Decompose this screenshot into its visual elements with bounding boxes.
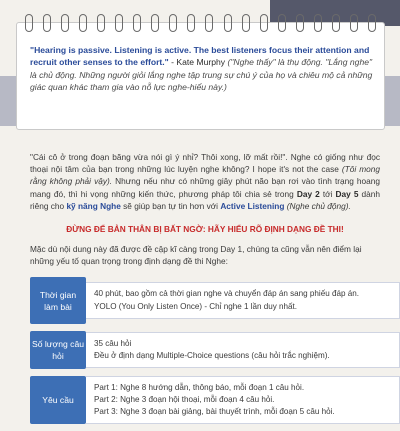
quote-notebook-card bbox=[16, 22, 385, 130]
spiral-ring-icon bbox=[350, 14, 358, 32]
row-line: Đều ở định dạng Multiple-Choice questions (câu hỏi trắc nghiệm). bbox=[94, 351, 330, 360]
day5-label: Day 5 bbox=[335, 188, 359, 199]
exam-format-table bbox=[30, 277, 400, 431]
table-row bbox=[30, 376, 400, 424]
intro-text-5: (Nghe chủ động). bbox=[284, 200, 351, 211]
row-content bbox=[86, 376, 400, 425]
table-row bbox=[30, 331, 400, 369]
row-content bbox=[86, 282, 400, 319]
section-headline: ĐỪNG ĐỂ BẢN THÂN BỊ BẤT NGỜ: HÃY HIỂU RÕ ĐỊNH DẠNG ĐỀ THI! bbox=[66, 224, 344, 234]
row-content bbox=[86, 332, 400, 369]
spiral-ring-icon bbox=[97, 14, 105, 32]
quote-text bbox=[30, 44, 375, 93]
row-line: Part 2: Nghe 3 đoạn hội thoại, mỗi đoạn 4 câu hỏi. bbox=[94, 394, 275, 404]
spiral-ring-icon bbox=[260, 14, 268, 32]
intro-text-1: "Cái cô ở trong đoạn băng vừa nói gì ý nhỉ? Thôi xong, lỡ mất rồi!". Nghe có giống như đọc thoại nội tâm của bạn trong những lúc luyện nghe không? I hope it's not the case bbox=[30, 152, 380, 175]
quote-author: - Kate Murphy bbox=[168, 57, 226, 68]
spiral-ring-icon bbox=[61, 14, 69, 32]
spiral-ring-icon bbox=[332, 14, 340, 32]
spiral-ring-icon bbox=[278, 14, 286, 32]
row-label: Thời gian làm bài bbox=[30, 277, 86, 324]
intro-italic: (Tôi mong rằng không phải vậy). bbox=[30, 164, 380, 187]
quote-english: "Hearing is passive. Listening is active. The best listeners focus their attention and recruit other senses to the effort." bbox=[30, 45, 370, 68]
row-label: Yêu cầu bbox=[30, 376, 86, 424]
active-listening-label: Active Listening bbox=[220, 200, 285, 211]
spiral-ring-icon bbox=[224, 14, 232, 32]
spiral-ring-icon bbox=[314, 14, 322, 32]
row-line: YOLO (You Only Listen Once) - Chỉ nghe 1 lần duy nhất. bbox=[94, 301, 298, 311]
intro-paragraph bbox=[30, 151, 380, 212]
row-line: 40 phút, bao gồm cả thời gian nghe và chuyển đáp án sang phiếu đáp án. bbox=[94, 289, 359, 299]
spiral-ring-icon bbox=[296, 14, 304, 32]
spiral-ring-icon bbox=[133, 14, 141, 32]
spiral-ring-icon bbox=[169, 14, 177, 32]
quote-vietnamese: ("Nghe thấy" là thụ động. "Lắng nghe" là chủ động. Những người giỏi lắng nghe tập trung sự chú ý của họ và chiêu mộ cả những giác quan khác tham gia vào nỗ lực nghe-hiểu này.) bbox=[30, 57, 373, 92]
listening-skill-label: kỹ năng Nghe bbox=[66, 200, 121, 211]
day2-label: Day 2 bbox=[296, 188, 320, 199]
spiral-binding bbox=[25, 14, 376, 34]
spiral-ring-icon bbox=[115, 14, 123, 32]
spiral-ring-icon bbox=[368, 14, 376, 32]
spiral-ring-icon bbox=[151, 14, 159, 32]
spiral-ring-icon bbox=[25, 14, 33, 32]
spiral-ring-icon bbox=[242, 14, 250, 32]
intro-text-3: dành riêng cho bbox=[30, 188, 381, 211]
row-line: Part 3: Nghe 3 đoạn bài giảng, bài thuyết trình, mỗi đoạn 5 câu hỏi. bbox=[94, 407, 335, 417]
intro-text-4: sẽ giúp bạn tự tin hơn với bbox=[120, 200, 221, 211]
spiral-ring-icon bbox=[43, 14, 51, 32]
row-label: Số lượng câu hỏi bbox=[30, 331, 86, 369]
intro-text-2: Nhưng nếu như có những giây phút não bạn rơi vào tình trạng hoang mang đó, thì hi vọng những kiến thức, phương pháp tôi chia sẻ trong bbox=[30, 176, 380, 199]
intro-to: tới bbox=[319, 188, 336, 199]
spiral-ring-icon bbox=[187, 14, 195, 32]
row-line: 35 câu hỏi bbox=[94, 338, 132, 348]
spiral-ring-icon bbox=[205, 14, 213, 32]
table-row bbox=[30, 277, 400, 324]
row-line: Part 1: Nghe 8 hướng dẫn, thông báo, mỗi đoạn 1 câu hỏi. bbox=[94, 382, 305, 392]
spiral-ring-icon bbox=[79, 14, 87, 32]
format-intro-paragraph: Mặc dù nội dung này đã được đề cập kĩ càng trong Day 1, chúng ta cũng vẫn nên điểm lại những yếu tố quan trọng trong định dạng đề thi Nghe: bbox=[30, 244, 362, 267]
